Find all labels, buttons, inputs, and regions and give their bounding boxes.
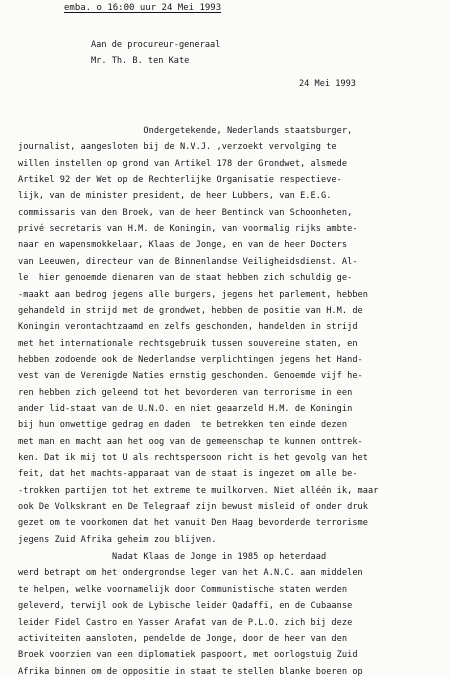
body-line: ander lid-staat van de U.N.O. en niet geaarzeld H.M. de Koningin bbox=[18, 403, 353, 414]
body-line: jegens Zuid Afrika geheim zou blijven. bbox=[18, 534, 217, 545]
body-line: willen instellen op grond van Artikel 178 der Grondwet, alsmede bbox=[18, 158, 348, 169]
recipient-title: Aan de procureur-generaal bbox=[91, 40, 221, 50]
body-line: Afrika binnen om de oppositie in staat te stellen blanke boeren op bbox=[18, 666, 363, 677]
body-line: -trokken partijen tot het extreme te muilkorven. Niet alléén ik, maar bbox=[18, 485, 379, 496]
body-line: Broek voorzien van een diplomatiek paspoort, met oorlogstuig Zuid bbox=[18, 650, 358, 661]
body-line: gehandeld in strijd met de grondwet, hebben de positie van H.M. de bbox=[18, 305, 363, 316]
body-line: geleverd, terwijl ook de Lybische leider Qadaffi, en de Cubaanse bbox=[18, 601, 353, 612]
body-line: Ondergetekende, Nederlands staatsburger, bbox=[18, 126, 353, 136]
body-line: ken. Dat ik mij tot U als rechtspersoon richt is het gevolg van het bbox=[18, 453, 368, 463]
body-line: privé secretaris van H.M. de Koningin, van voormalig rijks ambte- bbox=[18, 224, 358, 235]
body-line: te helpen, welke voornamelijk door Communistische staten werden bbox=[18, 584, 348, 595]
body-line: journalist, aangesloten bij de N.V.J. ,verzoekt vervolging te bbox=[18, 142, 337, 153]
body-line: vest van de Verenigde Naties ernstig geschonden. Genoemde vijf he- bbox=[18, 371, 363, 382]
body-line: lijk, van de minister president, de heer Lubbers, van E.E.G. bbox=[18, 191, 332, 202]
body-line: ren hebben zich geleend tot het bevorderen van terrorisme in een bbox=[18, 387, 353, 398]
body-line: feit, dat het machts-apparaat van de staat is ingezet om alle be- bbox=[18, 469, 358, 480]
body-line: Artikel 92 der Wet op de Rechterlijke Organisatie respectieve- bbox=[18, 175, 342, 186]
body-line: activiteiten aansloten, pendelde de Jonge, door de heer van den bbox=[18, 633, 348, 644]
body-line: Koningin verontachtzaamd en zelfs geschonden, handelden in strijd bbox=[18, 322, 358, 333]
body-line: werd betrapt om het ondergrondse leger van het A.N.C. aan middelen bbox=[18, 568, 363, 579]
letter-date: 24 Mei 1993 bbox=[299, 79, 356, 89]
body-line: hebben zodoende ook de Nederlandse verplichtingen jegens het Hand- bbox=[18, 354, 363, 365]
body-line: naar en wapensmokkelaar, Klaas de Jonge, en van de heer Docters bbox=[18, 240, 348, 251]
body-line: le hier genoemde dienaren van de staat hebben zich schuldig ge- bbox=[18, 273, 353, 284]
embargo-line: emba. o 16:00 uur 24 Mei 1993 bbox=[64, 3, 222, 13]
recipient-name: Mr. Th. B. ten Kate bbox=[91, 56, 190, 66]
body-line: commissaris van den Broek, van de heer Bentinck van Schoonheten, bbox=[18, 207, 353, 218]
body-line: ook De Volkskrant en De Telegraaf zijn bewust misleid of onder druk bbox=[18, 502, 368, 513]
body-line: gezet om te voorkomen dat het vanuit Den Haag bevorderde terrorisme bbox=[18, 518, 368, 529]
body-line: met man en macht aan het oog van de gemeenschap te kunnen onttrek- bbox=[18, 436, 363, 447]
body-line: van Leeuwen, directeur van de Binnenlandse Veiligheidsdienst. Al- bbox=[18, 256, 358, 267]
body-line: Nadat Klaas de Jonge in 1985 op heterdaad bbox=[18, 552, 327, 563]
body-line: leider Fidel Castro en Yasser Arafat van de P.L.O. zich bij deze bbox=[18, 617, 353, 628]
body-line: met het internationale rechtsgebruik tussen souvereine staten, en bbox=[18, 338, 358, 349]
body-line: -maakt aan bedrog jegens alle burgers, jegens het parlement, hebben bbox=[18, 289, 368, 300]
body-line: bij hun onwettige gedrag en daden te betrekken ten einde dezen bbox=[18, 420, 348, 431]
